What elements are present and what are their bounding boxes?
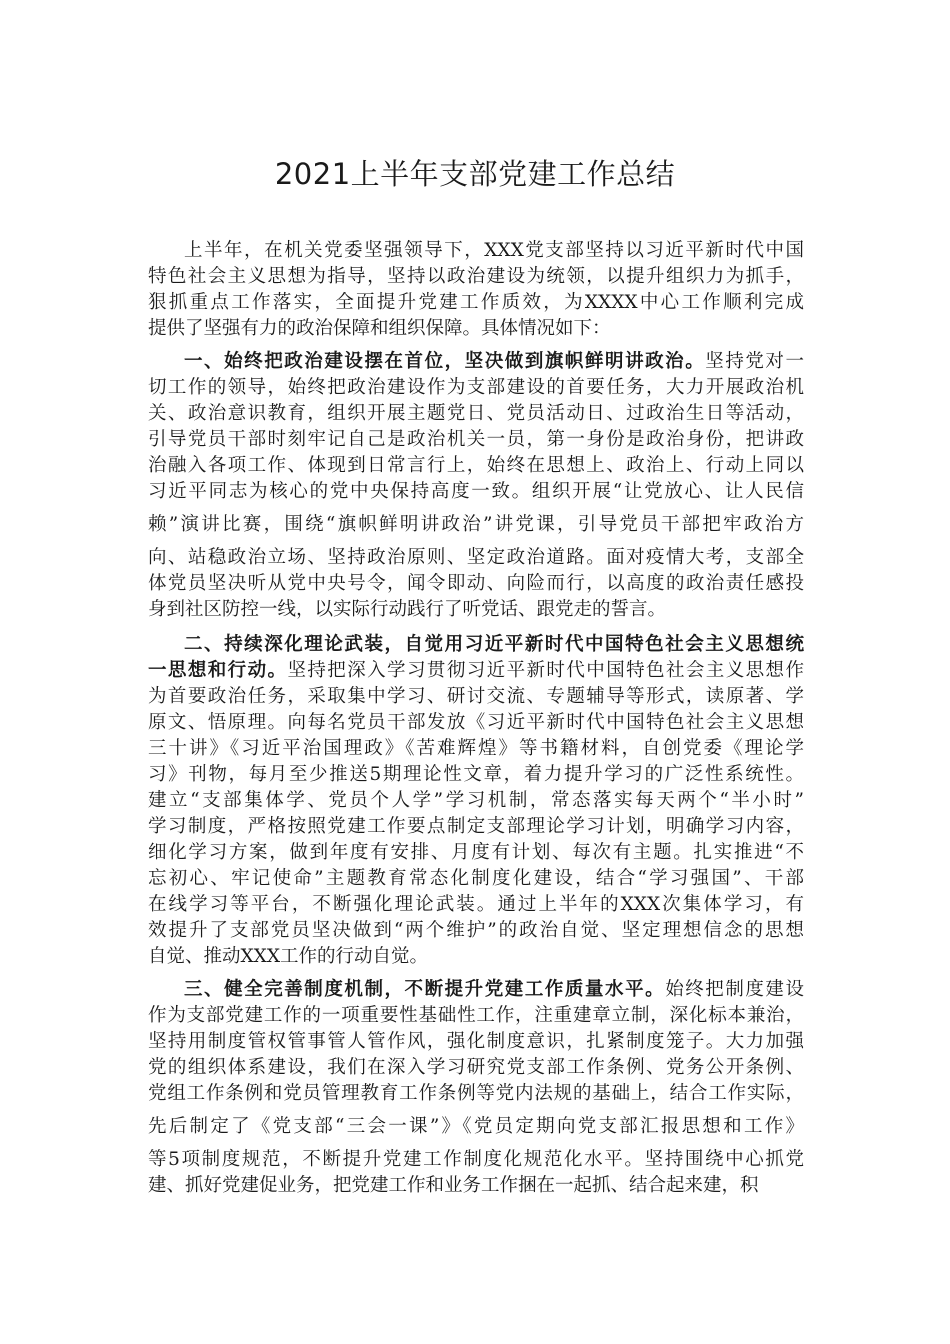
text-line [148, 866, 804, 892]
text-run: 在线学习等平台，不断强化理论武装。通过上半年的XXX次集体学习，有 [148, 894, 804, 915]
text-line [184, 977, 804, 1003]
text-line [148, 290, 804, 316]
text-line [148, 1147, 804, 1173]
text-line [148, 512, 804, 538]
text-run: 原文、悟原理。向每名党员干部发放《习近平新时代中国特色社会主义思想 [148, 712, 804, 733]
bold-heading-run: 三、健全完善制度机制，不断提升党建工作质量水平。 [184, 979, 666, 1000]
bold-heading-run: 一思想和行动。 [148, 660, 288, 681]
text-line [148, 814, 804, 840]
text-line [148, 918, 804, 944]
text-line [184, 349, 804, 375]
text-run: 忘初心、牢记使命”主题教育常态化制度化建设，结合“学习强国”、干部 [148, 868, 804, 889]
text-run: 切工作的领导，始终把政治建设作为支部建设的首要任务，大力开展政治机 [148, 377, 804, 398]
text-line [148, 1173, 804, 1199]
text-run: 细化学习方案，做到年度有安排、月度有计划、每次有主题。扎实推进“不 [148, 842, 804, 863]
text-run: 效提升了支部党员坚决做到“两个维护”的政治自觉、坚定理想信念的思想 [148, 920, 804, 941]
text-line [148, 684, 804, 710]
text-run: 建立“支部集体学、党员个人学”学习机制，常态落实每天两个“半小时” [148, 790, 804, 811]
bold-heading-run: 一、始终把政治建设摆在首位，坚决做到旗帜鲜明讲政治。 [184, 351, 706, 372]
text-run: 治融入各项工作、体现到日常言行上，始终在思想上、政治上、行动上同以 [148, 455, 804, 476]
text-run: 作为支部党建工作的一项重要性基础性工作，注重建章立制，深化标本兼治， [148, 1005, 804, 1026]
text-run: 三十讲》《习近平治国理政》《苦难辉煌》等书籍材料，自创党委《理论学 [148, 738, 804, 759]
text-line [148, 479, 804, 505]
text-line [184, 238, 804, 264]
text-run: 自觉、推动XXX工作的行动自觉。 [148, 946, 429, 967]
text-line [148, 453, 804, 479]
text-run: 引导党员干部时刻牢记自己是政治机关一员，第一身份是政治身份，把讲政 [148, 429, 804, 450]
text-run: 身到社区防控一线，以实际行动践行了听党话、跟党走的誓言。 [148, 599, 667, 620]
text-line [148, 316, 804, 342]
text-line [148, 1081, 804, 1107]
text-run: 体党员坚决听从党中央号令，闻令即动、向险而行，以高度的政治责任感投 [148, 573, 804, 594]
text-line [148, 736, 804, 762]
text-line [148, 710, 804, 736]
text-line [148, 892, 804, 918]
text-line [148, 264, 804, 290]
text-run: 党组工作条例和党员管理教育工作条例等党内法规的基础上，结合工作实际， [148, 1083, 804, 1104]
text-run: 提供了坚强有力的政治保障和组织保障。具体情况如下： [148, 318, 611, 339]
text-line [148, 658, 804, 684]
text-run: 为首要政治任务，采取集中学习、研讨交流、专题辅导等形式，读原著、学 [148, 686, 804, 707]
text-line [148, 1055, 804, 1081]
bold-heading-run: 二、持续深化理论武装，自觉用习近平新时代中国特色社会主义思想统 [184, 634, 804, 655]
text-run: 关、政治意识教育，组织开展主题党日、党员活动日、过政治生日等活动， [148, 403, 804, 424]
text-run: 狠抓重点工作落实，全面提升党建工作质效，为XXXX中心工作顺利完成 [148, 292, 804, 313]
text-line [148, 840, 804, 866]
text-line [148, 1003, 804, 1029]
text-run: 上半年，在机关党委坚强领导下，XXX党支部坚持以习近平新时代中国 [184, 240, 804, 261]
text-line [184, 632, 804, 658]
text-line [148, 788, 804, 814]
text-run: 特色社会主义思想为指导，坚持以政治建设为统领，以提升组织力为抓手， [148, 266, 804, 287]
text-line [148, 427, 804, 453]
text-run: 赖”演讲比赛，围绕“旗帜鲜明讲政治”讲党课，引导党员干部把牢政治方 [148, 514, 804, 535]
text-line [148, 375, 804, 401]
text-run: 坚持把深入学习贯彻习近平新时代中国特色社会主义思想作 [287, 660, 804, 681]
text-run: 习》刊物，每月至少推送5期理论性文章，着力提升学习的广泛性系统性。 [148, 764, 804, 785]
text-line [148, 597, 804, 623]
text-run: 等5项制度规范，不断提升党建工作制度化规范化水平。坚持围绕中心抓党 [148, 1149, 804, 1170]
text-line [148, 571, 804, 597]
text-line [148, 1029, 804, 1055]
text-line [148, 1114, 804, 1140]
text-line [148, 545, 804, 571]
text-run: 先后制定了《党支部“三会一课”》《党员定期向党支部汇报思想和工作》 [148, 1116, 804, 1137]
text-run: 坚持党对一 [705, 351, 804, 372]
text-run: 建、抓好党建促业务，把党建工作和业务工作捆在一起抓、结合起来建，积 [148, 1175, 759, 1196]
text-run: 党的组织体系建设，我们在深入学习研究党支部工作条例、党务公开条例、 [148, 1057, 804, 1078]
text-run: 坚持用制度管权管事管人管作风，强化制度意识，扎紧制度笼子。大力加强 [148, 1031, 804, 1052]
text-line [148, 762, 804, 788]
text-run: 始终把制度建设 [665, 979, 804, 1000]
text-run: 习近平同志为核心的党中央保持高度一致。组织开展“让党放心、让人民信 [148, 481, 804, 502]
text-run: 向、站稳政治立场、坚持政治原则、坚定政治道路。面对疫情大考，支部全 [148, 547, 804, 568]
document-title: 2021上半年支部党建工作总结 [274, 157, 676, 191]
text-line [148, 401, 804, 427]
text-line [148, 944, 804, 970]
text-run: 学习制度，严格按照党建工作要点制定支部理论学习计划，明确学习内容， [148, 816, 804, 837]
